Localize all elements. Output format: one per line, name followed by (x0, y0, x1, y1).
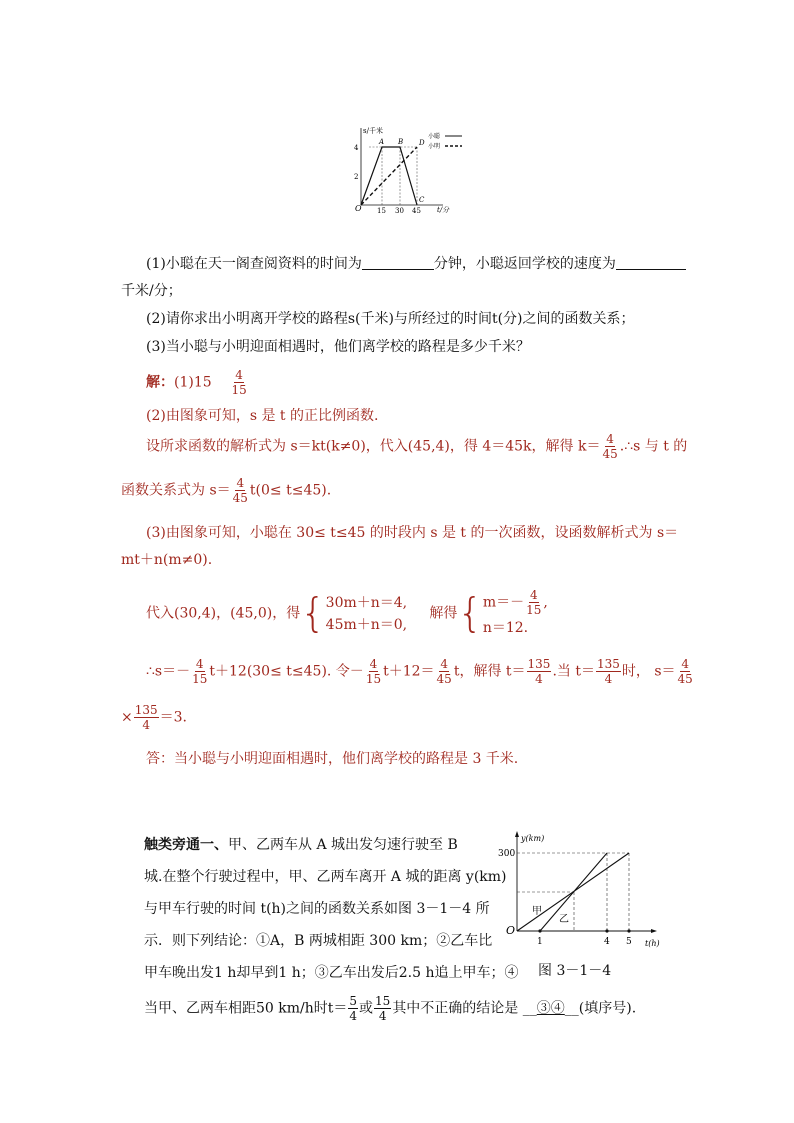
x-axis-label: t/分 (437, 206, 450, 214)
solution-part-1 (146, 368, 249, 397)
point-a-label: A (379, 138, 385, 146)
y-tick-4: 4 (354, 144, 359, 152)
point-b-label: B (398, 138, 404, 146)
solution-part-2: (2)由图象可知，s 是 t 的正比例函数. (146, 408, 379, 424)
legend-solid-label: 小聪 (428, 133, 441, 140)
y-axis-label: y(km) (521, 834, 545, 843)
label-jia: 甲 (532, 906, 542, 917)
origin-label: O (506, 924, 516, 937)
exercise-line-5: 甲车晚出发1 h却早到1 h；③乙车出发后2.5 h追上甲车；④ (144, 965, 519, 981)
exercise-line-6: 当甲、乙两车相距50 km/h时t＝ $\frac{5}{4}$ 或 $\frac{15}{4}$ 其中不正确的结论是 __③④__(填序号). (144, 994, 637, 1023)
solution-line-8: ∴s＝－ $\frac{4}{15}$ t＋12(30≤ t≤45). 令－ $\frac{4}{15}$ t＋12＝ $\frac{4}{45}$ t，解得 t＝ $\frac{135}{4}$ .当 t＝ $\frac{135}{4}$ 时， s＝ $\frac{4}{45}$ (146, 657, 693, 686)
x-tick-1: 1 (537, 937, 543, 947)
x-tick-30: 30 (395, 207, 404, 215)
exercise-line-2: 城.在整个行驶过程中，甲、乙两车离开 A 城的距离 y(km) (144, 869, 507, 885)
solution-answer: 答：当小聪与小明迎面相遇时，他们离学校的路程是 3 千米. (146, 751, 519, 767)
yi-line (540, 853, 607, 931)
solution-part-3: (3)由图象可知，小聪在 30≤ t≤45 的时段内 s 是 t 的一次函数，设函数解析式为 s＝ (146, 525, 679, 541)
exercise-line-4: 示．则下列结论：①A，B 两城相距 300 km；②乙车比 (144, 933, 493, 949)
solution-1-fraction: $\frac{4}{15}$ (231, 368, 247, 397)
x-tick-4: 4 (604, 937, 610, 947)
filled-answer: ③④ (536, 1000, 565, 1017)
x-tick-45: 45 (412, 207, 421, 215)
figure-caption: 图 3－1－4 (538, 963, 612, 979)
answer-blank-1[interactable] (362, 255, 434, 270)
legend-dashed-label: 小明 (428, 143, 441, 150)
label-yi: 乙 (559, 914, 569, 925)
question-1-part-b: 分钟，小聪返回学校的速度为 (433, 256, 616, 272)
solution-line-3: 设所求函数的解析式为 s＝kt(k≠0)，代入(45,4)，得 4＝45k，解得 k＝ $\frac{4}{45}$ .∴s 与 t 的 (146, 432, 688, 461)
x-tick-5: 5 (626, 937, 632, 947)
solution-line-6: mt＋n(m≠0). (121, 552, 213, 568)
distance-time-graph-2 (495, 828, 675, 953)
solution-line-4: 函数关系式为 s＝ $\frac{4}{45}$ t(0≤ t≤45). (121, 476, 332, 505)
y-tick-300: 300 (498, 849, 516, 859)
question-3: (3)当小聪与小明迎面相遇时，他们离学校的路程是多少千米？ (146, 339, 530, 355)
exercise-title: 触类旁通一、 (144, 837, 228, 853)
question-2: (2)请你求出小明离开学校的路程s(千米)与所经过的时间t(分)之间的函数关系； (146, 311, 635, 327)
y-tick-2: 2 (354, 173, 359, 181)
origin-label: O (355, 204, 362, 213)
point-d-label: D (419, 139, 425, 147)
point-c-label: C (419, 196, 425, 204)
solution-1-value: (1)15 (174, 374, 212, 391)
solution-line-9: × $\frac{135}{4}$ ＝3. (121, 703, 187, 732)
exercise-line-1: 触类旁通一、甲、乙两车从 A 城出发匀速行驶至 B (144, 837, 458, 853)
question-1 (146, 253, 686, 273)
x-tick-15: 15 (377, 207, 386, 215)
distance-time-graph-1 (335, 122, 470, 220)
exercise-line-3: 与甲车行驶的时间 t(h)之间的函数关系如图 3－1－4 所 (144, 901, 490, 917)
question-1-part-a: (1)小聪在天一阁查阅资料的时间为 (146, 256, 362, 272)
solution-line-7: 代入(30,4)，(45,0)，得{ 30m＋n＝4, 45m＋n＝0, 解得{ m＝－ $\frac{4}{15}$ , n＝12. (146, 588, 548, 637)
question-1-tail: 千米/分； (121, 283, 182, 299)
solution-label: 解： (146, 374, 174, 391)
answer-blank-2[interactable] (616, 255, 686, 270)
y-axis-label: s/千米 (363, 127, 383, 135)
x-axis-label: t(h) (645, 939, 660, 948)
